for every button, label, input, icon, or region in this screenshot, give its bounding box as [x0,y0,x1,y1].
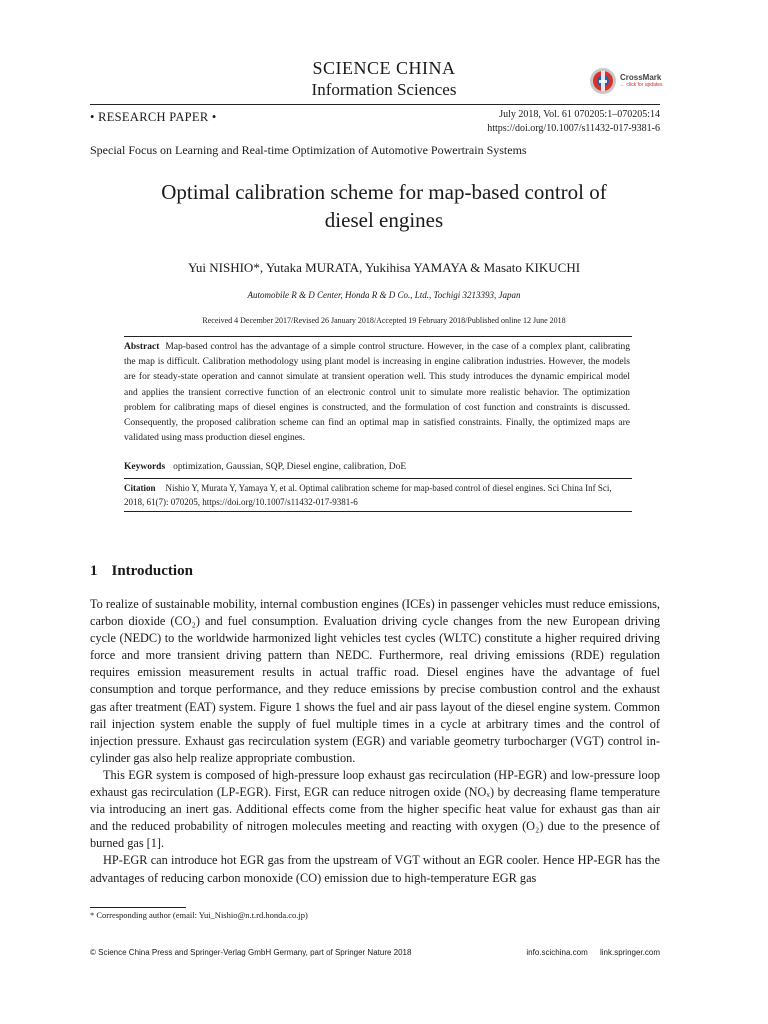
paper-type: • RESEARCH PAPER • [90,110,217,124]
abstract-rule-top [124,336,632,337]
copyright: © Science China Press and Springer-Verlag GmbH Germany, part of Springer Nature 2018 [90,948,412,957]
footer-link-scichina[interactable]: info.scichina.com [526,948,588,957]
keywords-label: Keywords [124,462,166,472]
title-line-2: diesel engines [324,208,444,232]
publication-volume: July 2018, Vol. 61 070205:1–070205:14 [499,109,660,120]
abstract [124,340,630,446]
footnote-rule [90,907,186,908]
footnote: * Corresponding author (email: Yui_Nishio@n.t.rd.honda.co.jp) [90,910,308,920]
publication-info [487,108,660,136]
citation-rule-bottom [124,511,632,512]
journal-subtitle: Information Sciences [311,80,457,99]
body-text [90,596,660,887]
citation-label: Citation [124,483,156,493]
paragraph: HP-EGR can introduce hot EGR gas from the upstream of VGT without an EGR cooler. Hence HP-EGR has the advantages of reducing carbon monoxide (CO) emission due to high-temperature EGR gas [90,853,660,885]
citation [124,482,630,509]
doi-link[interactable]: https://doi.org/10.1007/s11432-017-9381-6 [487,123,660,134]
journal-title: SCIENCE CHINA [312,58,456,78]
keywords-text: optimization, Gaussian, SQP, Diesel engine, calibration, DoE [173,462,407,472]
crossmark-icon [589,67,617,95]
received-dates: Received 4 December 2017/Revised 26 January 2018/Accepted 19 February 2018/Published online 12 June 2018 [202,316,566,325]
affiliation: Automobile R & D Center, Honda R & D Co., Ltd., Tochigi 3213393, Japan [247,290,521,300]
citation-text: Nishio Y, Murata Y, Yamaya Y, et al. Optimal calibration scheme for map-based control of diesel engines. Sci China Inf Sci, 2018, 61(7): 070205, https://doi.org/10.1007/s11432-017-9381-6 [124,483,612,507]
special-focus: Special Focus on Learning and Real-time Optimization of Automotive Powertrain Systems [90,143,527,157]
paper-title [60,178,708,234]
authors: Yui NISHIO*, Yutaka MURATA, Yukihisa YAMAYA & Masato KIKUCHI [187,260,581,275]
crossmark-sublabel: ← click for updates [620,82,663,88]
section-heading [90,563,193,580]
footer-links [516,948,660,957]
section-number: 1 [90,563,98,579]
crossmark-badge[interactable] [589,65,669,97]
paragraph: This EGR system is composed of high-pressure loop exhaust gas recirculation (HP-EGR) and low-pressure loop exhaust gas recirculation (LP-EGR). First, EGR can reduce nitrogen oxide (NOₓ) by decreasing flame temperature via introducing an inert gas. Additional effects come from the higher specific heat value for exhaust gas than air and the reduced probability of nitrogen molecules meeting and reacting with oxygen (O₂) due to the presence of burned gas [1]. [90,767,660,851]
abstract-text: Map-based control has the advantage of a simple control structure. However, in the case of a complex plant, calibrating the map is difficult. Calibration methodology using plant model is increasing in engine calibration industries. However, the models are for steady-state operation and cannot simulate at transient operation well. This study introduces the dynamic empirical model and applies the transient corrective function of an electronic control unit to simulate more realistic behavior. The optimization problem for calibrating maps of diesel engines is constructed, and the formulation of cost function and constraints is discussed. Consequently, the proposed calibration scheme can find an optimal map in satisfied constraints. Finally, the optimized maps are validated using mass production diesel engines. [124,342,630,444]
footer-link-springer[interactable]: link.springer.com [599,948,660,957]
section-title: Introduction [111,563,193,579]
title-line-1: Optimal calibration scheme for map-based control of [161,180,607,204]
crossmark-label: CrossMark [620,73,662,82]
citation-rule-top [124,478,632,479]
paragraph: To realize of sustainable mobility, internal combustion engines (ICEs) in passenger vehicles must reduce emissions, carbon dioxide (CO₂) and fuel consumption. Evaluation driving cycle changes from the new European driving cycle (NEDC) to the worldwide harmonized light vehicles test cycles (WLTC) constitute a higher required driving force and more transient driving pattern than NEDC. Furthermore, real driving emissions (RDE) regulation requires emission measurement results in actual traffic road. Diesel engines have the advantage of fuel consumption and torque performance, and they reduce emissions by precise combustion control and the exhaust gas after treatment (EAT) system. Figure 1 shows the fuel and air pass layout of the diesel engine system. Common rail injection system enable the supply of fuel multiple times in a cycle at arbitrary times and the control of injection pressure. Exhaust gas recirculation system (EGR) and variable geometry turbocharger (VGT) control in-cylinder gas also help realize appropriate combustion. [90,597,660,765]
abstract-label: Abstract [124,342,160,352]
header-rule [90,104,660,105]
keywords [124,462,630,472]
